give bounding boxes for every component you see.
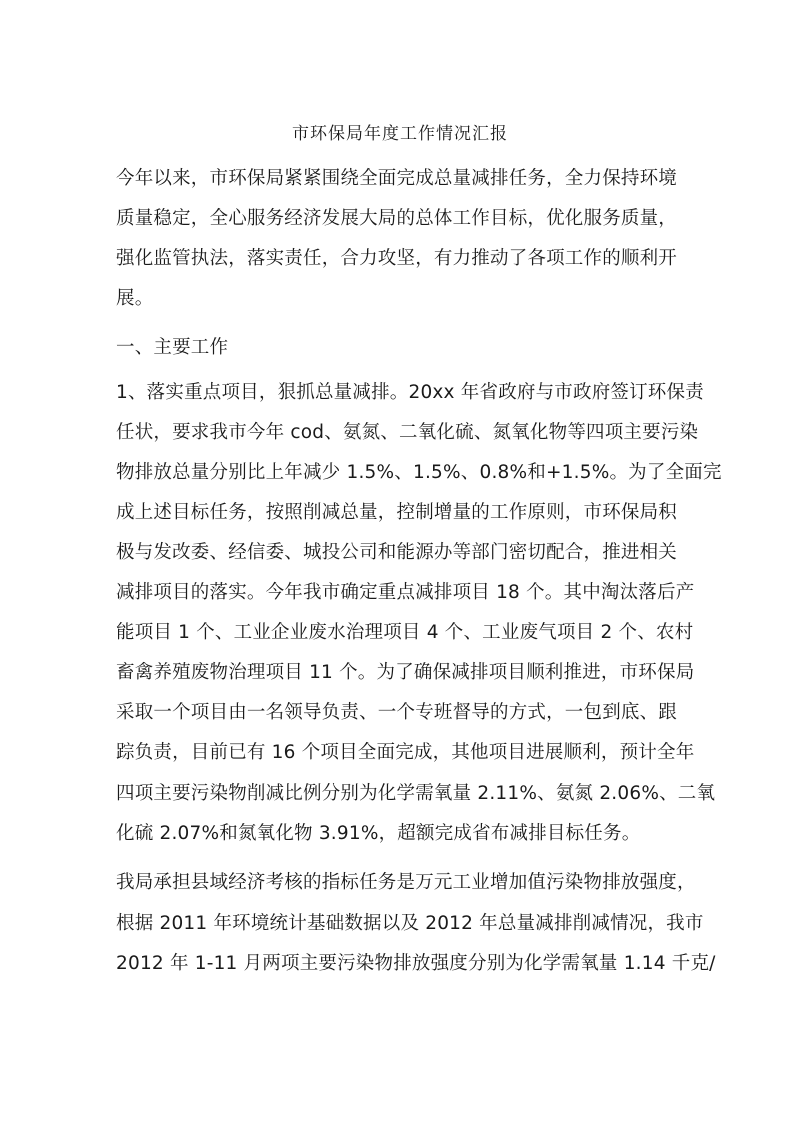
paragraph-line: 能项目 1 个、工业企业废水治理项目 4 个、工业废气项目 2 个、农村 (116, 622, 694, 643)
section-heading: 一、主要工作 (116, 337, 229, 358)
paragraph-line: 成上述目标任务，按照削减总量，控制增量的工作原则，市环保局积 (116, 502, 678, 523)
paragraph-line: 今年以来，市环保局紧紧围绕全面完成总量减排任务，全力保持环境 (116, 168, 678, 189)
paragraph-line: 根据 2011 年环境统计基础数据以及 2012 年总量减排削减情况，我市 (116, 913, 704, 934)
paragraph-line: 四项主要污染物削减比例分别为化学需氧量 2.11%、氨氮 2.06%、二氧 (116, 783, 716, 804)
paragraph-line: 任状，要求我市今年 cod、氨氮、二氧化硫、氮氧化物等四项主要污染 (116, 422, 699, 443)
paragraph-line: 展。 (116, 288, 154, 309)
paragraph-line: 踪负责，目前已有 16 个项目全面完成，其他项目进展顺利，预计全年 (116, 742, 695, 763)
paragraph-line: 2012 年 1-11 月两项主要污染物排放强度分别为化学需氧量 1.14 千克/ (116, 953, 716, 974)
paragraph-line: 1、落实重点项目，狠抓总量减排。20xx 年省政府与市政府签订环保责 (116, 382, 704, 403)
paragraph-line: 畜禽养殖废物治理项目 11 个。为了确保减排项目顺利推进，市环保局 (116, 662, 695, 683)
paragraph-line: 强化监管执法，落实责任，合力攻坚，有力推动了各项工作的顺利开 (116, 248, 678, 269)
paragraph-line: 我局承担县域经济考核的指标任务是万元工业增加值污染物排放强度， (116, 872, 696, 893)
paragraph-line: 化硫 2.07%和氮氧化物 3.91%，超额完成省布减排目标任务。 (116, 823, 641, 844)
paragraph-line: 物排放总量分别比上年减少 1.5%、1.5%、0.8%和+1.5%。为了全面完 (116, 462, 722, 483)
paragraph-line: 采取一个项目由一名领导负责、一个专班督导的方式，一包到底、跟 (116, 702, 678, 723)
document-title: 市环保局年度工作情况汇报 (292, 124, 508, 144)
paragraph-line: 极与发改委、经信委、城投公司和能源办等部门密切配合，推进相关 (116, 542, 678, 563)
paragraph-line: 减排项目的落实。今年我市确定重点减排项目 18 个。其中淘汰落后产 (116, 582, 695, 603)
paragraph-line: 质量稳定，全心服务经济发展大局的总体工作目标，优化服务质量， (116, 208, 678, 229)
